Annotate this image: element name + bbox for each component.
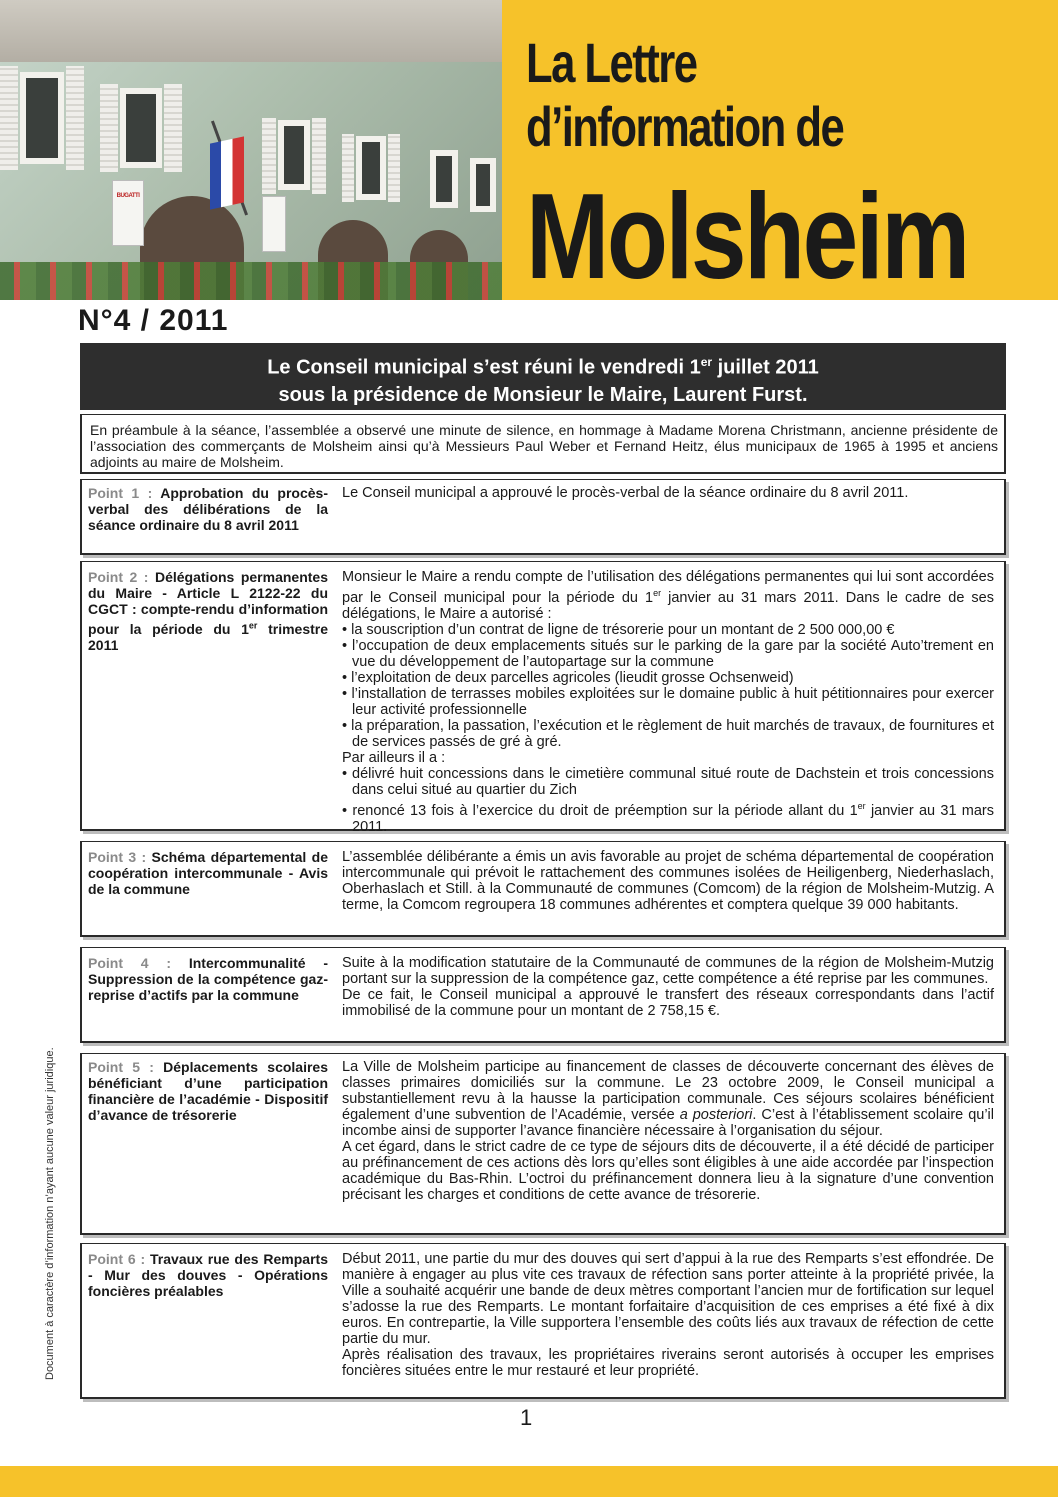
bugatti-banner <box>112 180 144 246</box>
point-2-row <box>80 561 1006 835</box>
footer-bar <box>0 1466 1058 1497</box>
session-banner <box>80 343 1006 410</box>
list-item: • délivré huit concessions dans le cimetière communal situé route de Dachstein et trois concessions dans celui situé au quartier du Zich <box>342 766 994 798</box>
page-number: 1 <box>520 1405 533 1430</box>
point-2-other-list <box>342 766 994 835</box>
list-item: • l’installation de terrasses mobiles exploitées sur le domaine public à huit pétitionnaires pour exercer leur activité professionnelle <box>342 686 994 718</box>
list-item: • renoncé 13 fois à l’exercice du droit de préemption sur la période allant du 1er janvier au 31 mars 2011. <box>342 798 994 835</box>
point-2-delegations-list <box>342 622 994 750</box>
point-3-title: Point 3 : Schéma départemental de coopération intercommunale - Avis de la commune <box>88 849 328 897</box>
session-banner-line-1: Le Conseil municipal s’est réuni le vendredi 1er juillet 2011 <box>267 355 819 379</box>
point-4-body: Suite à la modification statutaire de la Communauté de communes de la région de Molsheim-Mutzig portant sur la suppression de la compétence gaz, cette compétence a été reprise par les communes. De ce fait, le Conseil municipal a approuvé le transfert des réseaux correspondants dans l’actif immobilisé de la commune pour un montant de 2 758,15 €. <box>342 955 994 1019</box>
point-1-title: Point 1 : Approbation du procès-verbal des délibérations de la séance ordinaire du 8 avril 2011 <box>88 485 328 533</box>
title-line-2: d’information de <box>526 95 844 158</box>
intro-paragraph: En préambule à la séance, l’assemblée a observé une minute de silence, en hommage à Madame Morena Christmann, ancienne présidente de l’association des commerçants de Molsheim ainsi qu’à Messieurs Paul Weber et Fernand Heitz, élus municipaux de 1965 à 1995 et anciens adjoints au maire de Molsheim. <box>80 414 1006 474</box>
title-line-1: La Lettre <box>526 31 697 94</box>
header-photo <box>0 0 502 300</box>
point-3-row <box>80 841 1006 937</box>
content-frame <box>80 343 1006 1403</box>
point-3-body: L’assemblée délibérante a émis un avis favorable au projet de schéma départemental de coopération intercommunale qui prévoit le rattachement des communes isolées de Heiligenberg, Niederhaslach, Oberhaslach et Still. à la Communauté de communes (Comcom) de la région de Molsheim-Mutzig. A terme, la Comcom regroupera 18 communes adhérentes et comptera quelque 39 000 habitants. <box>342 849 994 913</box>
legal-sidenote: Document à caractère d’information n’ayant aucune valeur juridique. <box>44 1047 56 1380</box>
issue-number: N°4 / 2011 <box>78 304 229 337</box>
point-5-title: Point 5 : Déplacements scolaires bénéficiant d’une participation financière de l’académie - Dispositif d’avance de trésorerie <box>88 1059 328 1123</box>
point-4-title: Point 4 : Intercommunalité - Suppression de la compétence gaz- reprise d’actifs par la commune <box>88 955 328 1003</box>
point-6-row <box>80 1243 1006 1399</box>
flag-icon <box>210 136 244 209</box>
list-item: • la souscription d’un contrat de ligne de trésorerie pour un montant de 2 500 000,00 € <box>342 622 994 638</box>
point-4-row <box>80 947 1006 1043</box>
list-item: • l’occupation de deux emplacements situés sur le parking de la gare par la société Auto’trement en vue du développement de l’autopartage sur la commune <box>342 638 994 670</box>
point-2-body: Monsieur le Maire a rendu compte de l’utilisation des délégations permanentes qui lui sont accordées par le Conseil municipal pour la période du 1er janvier au 31 mars 2011. Dans le cadre de ses délégations, le Maire a autorisé : • la souscription d’un contrat de ligne de trésorerie pour un montant de 2 500 000,00 € • l’occupation de deux emplacements situés sur le parking de la gare par la société Auto’trement en vue du développement de l’autopartage sur la commune • l’exploitation de deux parcelles agricoles (lieudit grosse Ochsenweid) • l’installation de terrasses mobiles exploitées sur le domaine public à huit pétitionnaires pour exercer leur activité professionnelle • la préparation, la passation, l’exécution et le règlement de huit marchés de travaux, de fournitures et de services passés de gré à gré. Par ailleurs il a : • délivré huit concessions dans le cimetière communal situé route de Dachstein et trois concessions dans celui situé au quartier du Zich • renoncé 13 fois à l’exercice du droit de préemption sur la période allant du 1er janvier au 31 mars 2011. <box>342 569 994 835</box>
point-5-row <box>80 1053 1006 1235</box>
title-molsheim: Molsheim <box>526 168 968 304</box>
point-6-title: Point 6 : Travaux rue des Remparts - Mur des douves - Opérations foncières préalables <box>88 1251 328 1299</box>
list-item: • l’exploitation de deux parcelles agricoles (lieudit grosse Ochsenweid) <box>342 670 994 686</box>
point-1-row <box>80 479 1006 555</box>
point-6-body: Début 2011, une partie du mur des douves qui sert d’appui à la rue des Remparts s’est effondrée. De manière à engager au plus vite ces travaux de réfection sans porter atteinte à la propriété privée, la Ville a souhaité acquérir une bande de deux mètres comportant l’ancien mur de fortification sur lequel s’adosse la rue des Remparts. Le montant forfaitaire d’acquisition de ces emprises a été fixé à dix euros. En contrepartie, la Ville supportera l’ensemble des coûts liés aux travaux de réfection de cette partie du mur. Après réalisation des travaux, les propriétaires riverains seront autorisés à occuper les emprises foncières situées entre le mur restauré et leur propriété. <box>342 1251 994 1379</box>
point-5-body: La Ville de Molsheim participe au financement de classes de découverte concernant des élèves de classes primaires domiciliés sur la commune. Le 23 octobre 2009, le Conseil municipal a substantiellement revu à la hausse la participation communale. Ces séjours scolaires bénéficient également d’une subvention de l’Académie, versée a posteriori. C’est à l’établissement scolaire qu’il incombe ainsi de supporter l’avance financière nécessaire à l’organisation du séjour. A cet égard, dans le strict cadre de ce type de séjours dits de découverte, il a été décidé de participer au préfinancement de ces actions dès lors qu’elles sont éligibles à une aide accordée par l’inspection académique du Bas-Rhin. L’octroi du préfinancement donnera lieu à la signature d’une convention précisant les charges et conditions de cette avance de trésorerie. <box>342 1059 994 1203</box>
session-banner-line-2: sous la présidence de Monsieur le Maire, Laurent Furst. <box>278 383 808 406</box>
point-1-body: Le Conseil municipal a approuvé le procès-verbal de la séance ordinaire du 8 avril 2011. <box>342 485 909 501</box>
point-2-title: Point 2 : Délégations permanentes du Maire - Article L 2122-22 du CGCT : compte-rendu d’information pour la période du 1er trimestre 2011 <box>88 569 329 653</box>
list-item: • la préparation, la passation, l’exécution et le règlement de huit marchés de travaux, de fournitures et de services passés de gré à gré. <box>342 718 994 750</box>
bugatti-banner-text: BUGATTI <box>116 193 140 199</box>
